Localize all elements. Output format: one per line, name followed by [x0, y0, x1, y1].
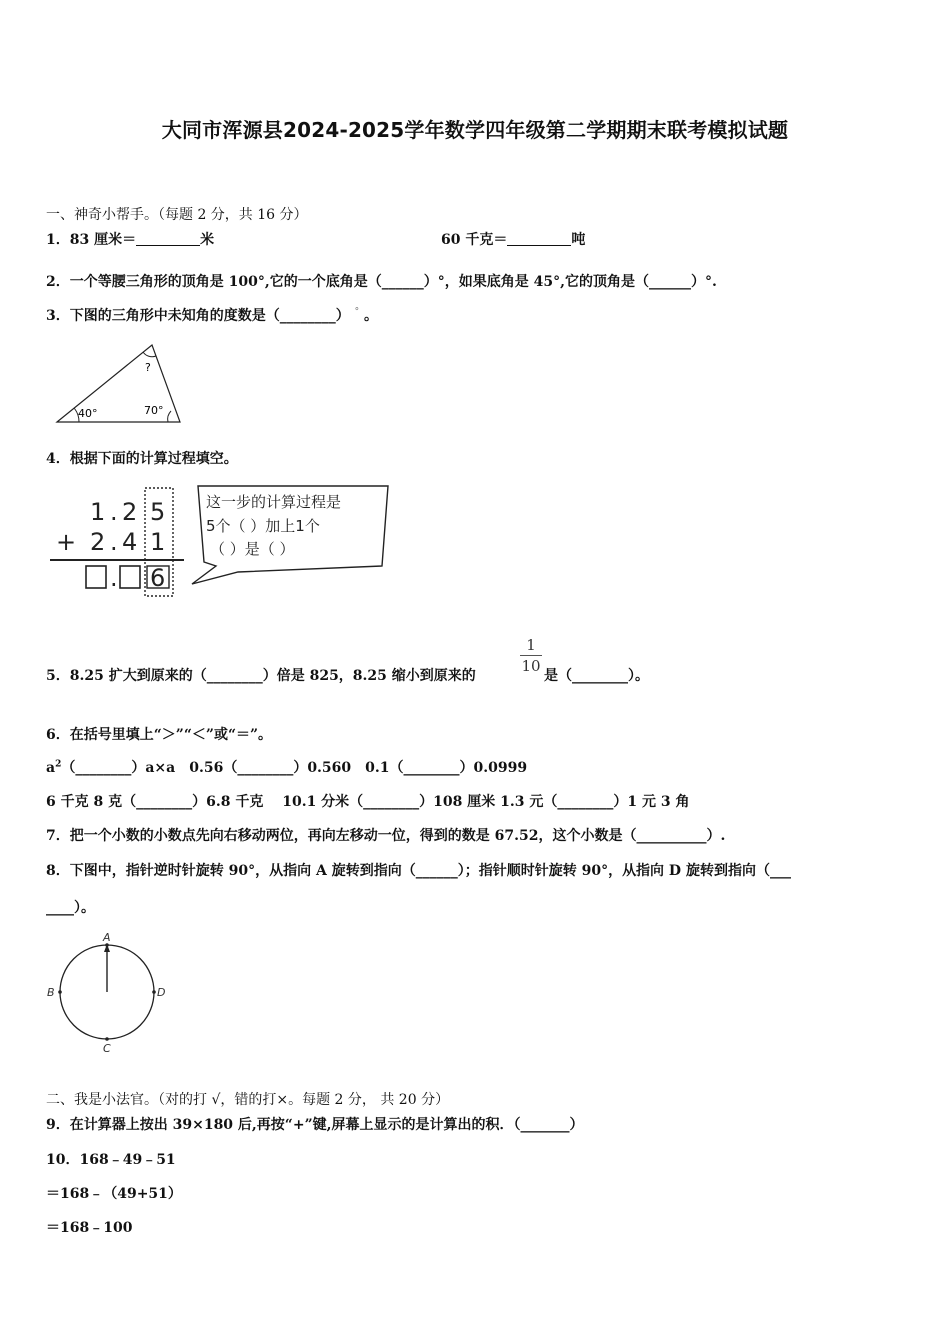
q5-fraction-denominator: 10 — [521, 657, 541, 675]
bubble-line3: （ ）是（ ） — [210, 540, 295, 558]
addition-figure — [46, 482, 396, 604]
dial-figure — [44, 930, 174, 1058]
angle-arc-right — [168, 411, 171, 422]
calc-row1-dot: . — [110, 498, 118, 526]
calc-plus-sign: + — [56, 528, 77, 556]
q1-b-blank[interactable] — [507, 231, 571, 246]
calc-result-box2[interactable] — [120, 566, 140, 588]
question-10-line2: ＝168﹣（49+51） — [46, 1186, 182, 1202]
question-10-line3: ＝168﹣100 — [46, 1220, 133, 1236]
q1-a-prefix: 1．83 厘米＝ — [46, 232, 137, 248]
calc-row2-digit2: 4 — [122, 528, 138, 556]
calc-row1-digit1: 1 — [90, 498, 106, 526]
angle-label-left: 40° — [78, 407, 98, 420]
question-4: 4．根据下面的计算过程填空。 — [46, 451, 238, 467]
question-9: 9．在计算器上按出 39×180 后,再按“+”键,屏幕上显示的是计算出的积．（_______） — [46, 1117, 584, 1133]
dial-label-d: D — [157, 986, 166, 999]
question-6: 6．在括号里填上“＞”“＜”或“＝”。 — [46, 727, 273, 743]
q5-left: 5．8.25 扩大到原来的（________）倍是 825，8.25 缩小到原来的 — [46, 668, 476, 684]
q6-row1 — [46, 757, 527, 777]
page-title: 大同市浑源县2024-2025学年数学四年级第二学期期末联考模拟试题 — [161, 118, 789, 142]
q5-fraction-bar — [520, 655, 542, 656]
section2-header: 二、我是小法官。（对的打 √，错的打×。每题 2 分， 共 20 分） — [46, 1092, 450, 1108]
angle-label-right: 70° — [144, 404, 164, 417]
q5-right: 是（________）。 — [544, 668, 649, 684]
calc-row2-digit1: 2 — [90, 528, 106, 556]
calc-row2-dot: . — [110, 528, 118, 556]
dial-point-c — [105, 1037, 109, 1041]
question-10-line1: 10．168﹣49﹣51 — [46, 1152, 176, 1168]
question-8-line1: 8．下图中，指针逆时针旋转 90°，从指向 A 旋转到指向（______）；指针顺时针旋转 90°，从指向 D 旋转到指向（___ — [46, 863, 791, 879]
q5-fraction-numerator: 1 — [526, 636, 536, 654]
calc-row1-digit3: 5 — [150, 498, 166, 526]
dial-label-b: B — [47, 986, 55, 999]
triangle-figure — [52, 338, 192, 428]
dial-point-b — [58, 990, 62, 994]
calc-row2-digit3: 1 — [150, 528, 166, 556]
bubble-line2: 5个（ ）加上1个 — [206, 517, 320, 535]
calc-row1-digit2: 2 — [122, 498, 138, 526]
q1-part-b — [441, 229, 585, 249]
q6-row1-var: a — [46, 760, 56, 776]
angle-arc-top — [143, 352, 156, 357]
q1-a-blank[interactable] — [136, 231, 200, 246]
calc-result-dot: . — [110, 564, 118, 592]
q6-row1-exponent: 2 — [55, 759, 62, 770]
dial-label-c: C — [103, 1042, 111, 1055]
question-7: 7．把一个小数的小数点先向右移动两位，再向左移动一位，得到的数是 67.52，这个小数是（__________）. — [46, 828, 726, 844]
calc-result-digit3: 6 — [150, 564, 166, 592]
q3-suffix: 。 — [364, 308, 378, 324]
angle-label-unknown: ? — [145, 361, 151, 374]
bubble-line1: 这一步的计算过程是 — [206, 493, 342, 511]
q1-part-a — [46, 229, 214, 249]
calc-result-box1[interactable] — [86, 566, 106, 588]
dial-label-a: A — [103, 931, 111, 944]
q1-b-prefix: 60 千克＝ — [441, 232, 508, 248]
dial-point-d — [152, 990, 156, 994]
q1-a-suffix: 米 — [200, 232, 215, 248]
question-8-line2: ____）。 — [46, 900, 95, 916]
question-3 — [46, 305, 378, 325]
q6-row2: 6 千克 8 克（________）6.8 千克 10.1 分米（________）108 厘米 1.3 元（________）1 元 3 角 — [46, 794, 690, 810]
question-2: 2．一个等腰三角形的顶角是 100°,它的一个底角是（______）°，如果底角是 45°,它的顶角是（______）°. — [46, 274, 717, 290]
section1-header: 一、神奇小帮手。（每题 2 分，共 16 分） — [46, 207, 308, 223]
q3-prefix: 3．下图的三角形中未知角的度数是（________） — [46, 308, 350, 324]
q6-row1-rest: （________）a×a 0.56（________）0.560 0.1（________）0.0999 — [61, 760, 528, 776]
q5-fraction — [520, 636, 542, 675]
q1-b-suffix: 吨 — [571, 232, 586, 248]
q3-degree-mark: ° — [354, 307, 360, 317]
